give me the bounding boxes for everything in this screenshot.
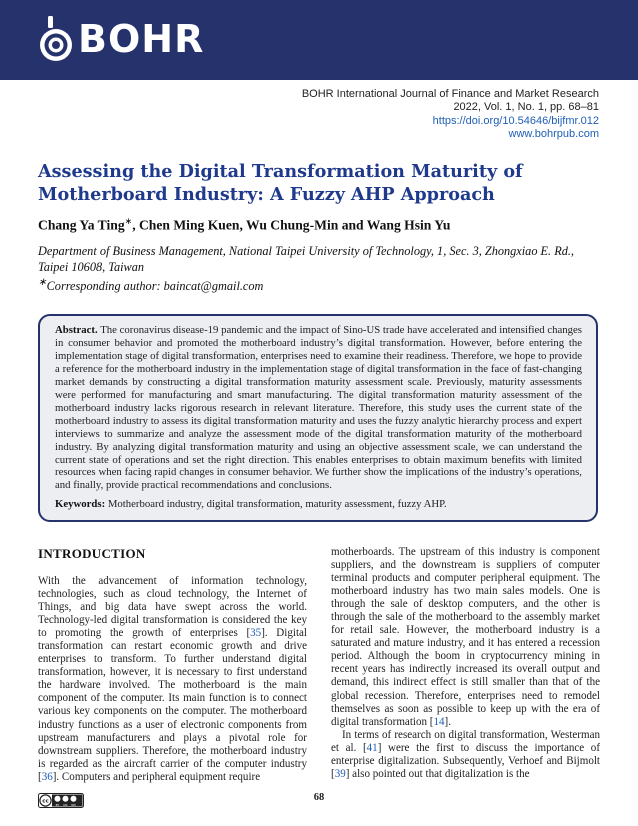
first-author: Chang Ya Ting — [38, 217, 125, 233]
journal-name: BOHR International Journal of Finance and Market Research — [301, 88, 599, 100]
paragraph-text: With the advancement of information technology, technologies, such as cloud technology, the Internet of Things, and big data have swept across the world. Technology-led digital transformation is considered the key to promoting the growth of enterprises [ — [38, 575, 307, 640]
other-authors: , Chen Ming Kuen, Wu Chung-Min and Wang Hsin Yu — [132, 217, 451, 233]
abstract-box — [38, 314, 598, 522]
author-list — [38, 216, 598, 234]
journal-meta — [302, 88, 599, 142]
citation-link[interactable]: 35 — [250, 627, 262, 640]
keywords-label: Keywords: — [55, 498, 106, 511]
paragraph-text: ]. Digital transformation can restart economic growth and drive enterprises to transform. To further understand digital transformation, however, it is necessary to first understand the hardware involved. The motherboard is the main component of the computer. Its main function is to connect various key components on the computer. The motherboard industry functions as a user of electronic components from upstream manufacturers and plays a pivotal role for downstream suppliers. Therefore, the motherboard industry is regarded as the aircraft carrier of the computer industry [ — [38, 627, 307, 783]
citation-link[interactable]: 39 — [334, 767, 346, 780]
paragraph-text: motherboards. The upstream of this industry is component suppliers, and the downstream is suppliers of computer terminal products and computer peripheral equipment. The motherboard industry has two main sales models. One is through the sale of desktop computers, and the other is through the sale of the motherboard to the assembly market for retail sale. However, the motherboard industry is a saturated and mature industry, and it has entered a recession period. Although the boom in cryptocurrency mining in recent years has indirectly increased its overall output and demand, this indirect effect is still smaller than that of the global recession. Therefore, enterprises need to remodel themselves as soon as possible to keep up with the era of digital transformation [ — [331, 546, 600, 728]
corresponding-text: Corresponding author: baincat@gmail.com — [46, 279, 264, 294]
svg-text:BY: BY — [55, 803, 60, 807]
paragraph — [331, 729, 600, 781]
svg-text:ND: ND — [71, 803, 76, 807]
page-number: 68 — [313, 792, 325, 803]
citation-link[interactable]: 36 — [41, 770, 53, 783]
paragraph-text: ]. — [444, 715, 451, 728]
paragraph-text: In terms of research on digital transformation, Westerman et al. [ — [331, 728, 600, 754]
abstract-label: Abstract. — [55, 324, 98, 336]
keywords-text: Motherboard industry, digital transformation, maturity assessment, fuzzy AHP. — [107, 498, 447, 511]
header-banner — [0, 0, 638, 80]
corresponding-author — [38, 275, 598, 295]
paragraph-text: ] also pointed out that digitalization is the — [345, 767, 530, 780]
bohr-logo-icon — [38, 14, 74, 64]
volume-pages: 2022, Vol. 1, No. 1, pp. 68–81 — [453, 101, 599, 114]
abstract-text: The coronavirus disease-19 pandemic and the impact of Sino-US trade have accelerated and intensified changes in consumer behavior and promoted the motherboard industry’s digital transformation. However, before entering the implementation stage of digital transformation, enterprises need to examine their readiness. Therefore, we hope to provide a reference for the motherboard industry in the implementation stage of digital transformation in the face of fast-changing market demands by constructing a digital transformation maturity assessment scale. Previously, maturity assessments were performed for manufacturing and smart manufacturing. The digital transformation maturity assessment of the motherboard industry lacks rigorous research in relevant literature. Therefore, this study uses the current state of the motherboard industry to assess its digital transformation maturity and uses the fuzzy analytic hierarchy process and expert interviews to summarize and analyze the assessment mode of the digital transformation maturity of the motherboard industry. By analyzing digital transformation maturity and using an objective assessment scale, we can understand the current state of operations and set the right direction. This enables enterprises to obtain maximum benefits with limited resources when facing rapid changes in consumer behavior. We further show the implications of the industry’s operations, and finally, provide practical recommendations and conclusions. — [55, 324, 582, 492]
svg-text:NC: NC — [63, 803, 68, 807]
corresponding-footnote-mark: ∗ — [38, 277, 47, 289]
left-column — [38, 546, 307, 784]
paragraph — [331, 546, 600, 729]
paragraph — [38, 575, 307, 784]
section-heading-introduction: INTRODUCTION — [38, 546, 146, 561]
keywords — [55, 498, 582, 511]
citation-link[interactable]: 41 — [366, 741, 378, 754]
abstract — [55, 324, 582, 492]
affiliation: Department of Business Management, National Taipei University of Technology, 1, Sec. 3, Zhongxiao E. Rd., Taipei 10608, Taiwan — [38, 244, 575, 274]
corresponding-mark: ∗ — [124, 216, 133, 226]
paragraph-text: ] were the first to discuss the importance of enterprise digitalization. Subsequently, Verhoef and Bijmolt [ — [331, 741, 600, 780]
doi-link[interactable]: https://doi.org/10.54646/bijfmr.012 — [432, 114, 599, 127]
website-link[interactable]: www.bohrpub.com — [508, 128, 599, 141]
right-column — [331, 546, 600, 781]
citation-link[interactable]: 14 — [433, 715, 445, 728]
publisher-logo[interactable] — [38, 14, 204, 64]
svg-text:cc: cc — [42, 798, 49, 805]
article-title: Assessing the Digital Transformation Maturity of Motherboard Industry: A Fuzzy AHP Approach — [38, 161, 523, 205]
paragraph-text: ]. Computers and peripheral equipment require — [52, 770, 261, 783]
logo-wordmark: BOHR — [78, 17, 205, 61]
affiliation-block — [38, 244, 598, 295]
